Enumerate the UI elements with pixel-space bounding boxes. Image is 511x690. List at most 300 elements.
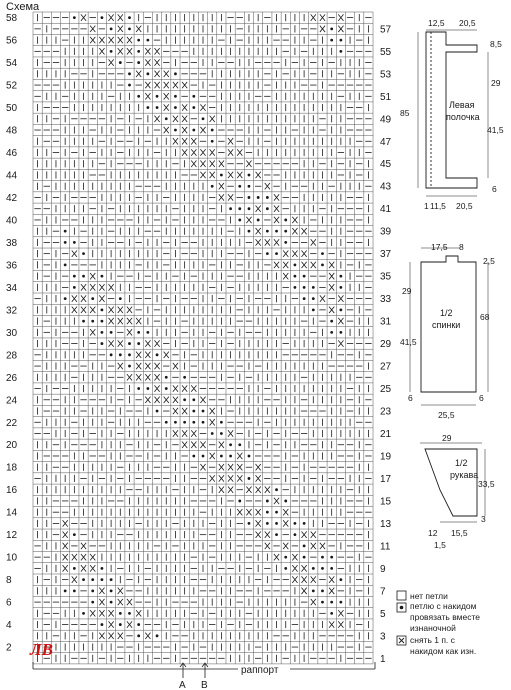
stitch-symbol-dot xyxy=(82,275,85,278)
row-number-left: 40 xyxy=(6,215,18,227)
stitch-symbol-x xyxy=(210,172,215,178)
stitch-symbol-x xyxy=(127,374,132,380)
stitch-symbol-x xyxy=(219,464,224,470)
stitch-symbol-dot xyxy=(192,410,195,413)
stitch-symbol-x xyxy=(265,239,270,245)
stitch-symbol-x xyxy=(228,149,233,155)
row-number-right: 23 xyxy=(380,406,392,418)
stitch-symbol-x xyxy=(292,576,297,582)
legend-x-text: снять 1 п. с накидом как изн. xyxy=(410,635,477,656)
stitch-symbol-x xyxy=(173,408,178,414)
row-number-left: 46 xyxy=(6,148,18,159)
stitch-symbol-dot xyxy=(248,196,251,199)
stitch-symbol-dot xyxy=(110,50,113,53)
legend xyxy=(397,591,482,656)
stitch-symbol-dot xyxy=(220,421,223,424)
stitch-symbol-dot xyxy=(156,106,159,109)
stitch-symbol-x xyxy=(191,161,196,167)
stitch-symbol-dot xyxy=(110,601,113,604)
stitch-symbol-dot xyxy=(174,421,177,424)
stitch-symbol-dot xyxy=(284,500,287,503)
row-number-right: 25 xyxy=(380,384,392,396)
stitch-symbol-dot xyxy=(165,387,168,390)
stitch-symbol-x xyxy=(246,509,251,515)
stitch-symbol-dot xyxy=(128,353,131,356)
row-number-left: 56 xyxy=(6,35,18,47)
stitch-symbol-x xyxy=(182,385,187,391)
stitch-symbol-dot xyxy=(137,342,140,345)
stitch-symbol-x xyxy=(256,464,261,470)
row-number-right: 37 xyxy=(380,249,392,261)
stitch-symbol-x xyxy=(237,475,242,481)
stitch-symbol-x xyxy=(338,14,343,20)
stitch-symbol-x xyxy=(200,149,205,155)
row-number-left: 6 xyxy=(6,597,12,609)
stitch-symbol-x xyxy=(164,104,169,110)
row-number-left: 2 xyxy=(6,642,12,654)
stitch-symbol-dot xyxy=(257,196,260,199)
stitch-symbol-x xyxy=(274,498,279,504)
stitch-symbol-x xyxy=(200,397,205,403)
stitch-symbol-x xyxy=(182,104,187,110)
stitch-symbol-x xyxy=(127,37,132,43)
stitch-symbol-x xyxy=(329,307,334,313)
stitch-symbol-dot xyxy=(119,61,122,64)
stitch-symbol-dot xyxy=(303,297,306,300)
stitch-symbol-dot xyxy=(321,601,324,604)
row-number-right: 29 xyxy=(380,339,392,351)
stitch-symbol-dot xyxy=(220,174,223,177)
rapport-label: раппорт xyxy=(241,665,279,676)
stitch-symbol-dot xyxy=(294,533,297,536)
stitch-symbol-x xyxy=(265,487,270,493)
stitch-symbol-x xyxy=(311,14,316,20)
stitch-chart-grid xyxy=(33,12,373,664)
stitch-symbol-dot xyxy=(294,264,297,267)
stitch-symbol-x xyxy=(118,26,123,32)
stitch-symbol-x xyxy=(127,621,132,627)
stitch-symbol-x xyxy=(292,250,297,256)
stitch-symbol-dot xyxy=(339,331,342,334)
row-number-right: 19 xyxy=(380,451,392,463)
stitch-symbol-x xyxy=(154,82,159,88)
row-number-left: 14 xyxy=(6,507,18,519)
stitch-symbol-dot xyxy=(211,140,214,143)
stitch-symbol-dot xyxy=(266,252,269,255)
stitch-symbol-dot xyxy=(192,106,195,109)
stitch-symbol-x xyxy=(145,363,150,369)
stitch-symbol-dot xyxy=(312,308,315,311)
stitch-symbol-x xyxy=(256,531,261,537)
stitch-symbol-x xyxy=(274,239,279,245)
stitch-symbol-dot xyxy=(220,455,223,458)
schematic-sleeve xyxy=(420,443,485,522)
stitch-symbol-x xyxy=(127,318,132,324)
lf-dim-bottom-small: 6 xyxy=(492,184,497,194)
stitch-symbol-dot xyxy=(183,376,186,379)
stitch-symbol-x xyxy=(136,71,141,77)
stitch-symbol-dot xyxy=(284,241,287,244)
back-dim-top-left: 17,5 xyxy=(431,242,448,252)
stitch-symbol-x xyxy=(164,397,169,403)
stitch-symbol-dot xyxy=(303,522,306,525)
stitch-symbol-dot xyxy=(128,612,131,615)
stitch-symbol-dot xyxy=(64,297,67,300)
row-number-right: 11 xyxy=(380,541,391,553)
stitch-symbol-x xyxy=(154,363,159,369)
stitch-symbol-dot xyxy=(303,556,306,559)
stitch-symbol-x xyxy=(338,340,343,346)
stitch-symbol-x xyxy=(118,599,123,605)
stitch-symbol-x xyxy=(329,588,334,594)
stitch-symbol-dot xyxy=(284,556,287,559)
stitch-symbol-x xyxy=(283,520,288,526)
stitch-symbol-dot xyxy=(330,39,333,42)
stitch-symbol-dot xyxy=(321,567,324,570)
row-number-left: 36 xyxy=(6,260,18,272)
stitch-symbol-x xyxy=(90,329,95,335)
row-number-left: 58 xyxy=(6,13,18,25)
row-number-left: 20 xyxy=(6,440,18,452)
stitch-symbol-x xyxy=(109,340,114,346)
stitch-symbol-dot xyxy=(211,129,214,132)
stitch-symbol-dot xyxy=(303,286,306,289)
stitch-symbol-dot xyxy=(137,39,140,42)
row-number-left: 38 xyxy=(6,237,18,249)
row-number-right: 51 xyxy=(380,91,392,103)
stitch-symbol-dot xyxy=(202,117,205,120)
stitch-symbol-x xyxy=(200,104,205,110)
lf-dim-top-left: 12,5 xyxy=(428,18,445,28)
stitch-symbol-x xyxy=(90,284,95,290)
stitch-symbol-dot xyxy=(119,623,122,626)
stitch-symbol-dot xyxy=(330,567,333,570)
stitch-symbol-dot xyxy=(312,567,315,570)
stitch-symbol-x xyxy=(219,487,224,493)
stitch-symbol-x xyxy=(81,554,86,560)
stitch-symbol-dot xyxy=(73,241,76,244)
stitch-symbol-x xyxy=(99,633,104,639)
row-numbers-left xyxy=(6,13,18,653)
back-labels xyxy=(400,242,495,420)
legend-dot-icon xyxy=(400,606,404,610)
lf-dim-right-low: 41,5 xyxy=(487,125,504,135)
stitch-symbol-x xyxy=(99,588,104,594)
stitch-symbol-x xyxy=(200,161,205,167)
stitch-symbol-dot xyxy=(339,601,342,604)
stitch-symbol-dot xyxy=(339,308,342,311)
row-number-right: 13 xyxy=(380,518,392,530)
stitch-symbol-x xyxy=(118,37,123,43)
back-dim-right: 68 xyxy=(480,312,490,322)
stitch-symbol-dot xyxy=(192,95,195,98)
stitch-symbol-dot xyxy=(101,320,104,323)
stitch-symbol-x xyxy=(173,138,178,144)
row-number-right: 41 xyxy=(380,204,392,216)
stitch-symbol-x xyxy=(99,295,104,301)
stitch-symbol-x xyxy=(246,487,251,493)
stitch-symbol-dot xyxy=(110,353,113,356)
row-number-right: 5 xyxy=(380,608,386,620)
stitch-symbol-x xyxy=(191,442,196,448)
stitch-symbol-x xyxy=(164,352,169,358)
stitch-symbol-x xyxy=(311,262,316,268)
stitch-symbol-x xyxy=(99,37,104,43)
stitch-symbol-dot xyxy=(238,443,241,446)
stitch-symbol-x xyxy=(90,554,95,560)
stitch-symbol-x xyxy=(274,194,279,200)
stitch-symbol-dot xyxy=(330,601,333,604)
stitch-symbol-x xyxy=(118,588,123,594)
stitch-symbol-x xyxy=(173,385,178,391)
stitch-symbol-x xyxy=(154,48,159,54)
stitch-symbol-dot xyxy=(146,39,149,42)
stitch-symbol-x xyxy=(320,14,325,20)
stitch-symbol-x xyxy=(274,217,279,223)
legend-empty-text: нет петли xyxy=(410,591,448,601)
stitch-symbol-dot xyxy=(82,320,85,323)
stitch-symbol-dot xyxy=(73,16,76,19)
stitch-symbol-x xyxy=(329,621,334,627)
stitch-symbol-x xyxy=(90,37,95,43)
stitch-symbol-x xyxy=(200,172,205,178)
stitch-symbol-dot xyxy=(137,387,140,390)
stitch-symbol-dot xyxy=(146,387,149,390)
stitch-symbol-x xyxy=(228,138,233,144)
stitch-symbol-dot xyxy=(101,331,104,334)
stitch-symbol-dot xyxy=(110,578,113,581)
stitch-symbol-x xyxy=(256,475,261,481)
row-number-right: 57 xyxy=(380,24,392,36)
stitch-symbol-x xyxy=(182,442,187,448)
stitch-symbol-dot xyxy=(257,219,260,222)
stitch-symbol-dot xyxy=(284,219,287,222)
stitch-symbol-x xyxy=(145,633,150,639)
back-dim-corner: 2,5 xyxy=(483,256,495,266)
stitch-symbol-dot xyxy=(91,578,94,581)
publisher-logo: ЛВ xyxy=(30,640,54,659)
stitch-symbol-x xyxy=(228,487,233,493)
stitch-symbol-x xyxy=(338,295,343,301)
row-number-left: 32 xyxy=(6,305,18,317)
stitch-symbol-x xyxy=(311,239,316,245)
back-title-line1: 1/2 xyxy=(440,308,453,318)
stitch-symbol-x xyxy=(274,554,279,560)
sleeve-dim-bottom-left: 12 xyxy=(428,528,438,538)
stitch-symbol-x xyxy=(99,599,104,605)
stitch-symbol-dot xyxy=(275,230,278,233)
stitch-symbol-dot xyxy=(211,432,214,435)
stitch-symbol-x xyxy=(173,363,178,369)
stitch-symbol-dot xyxy=(321,252,324,255)
stitch-symbol-dot xyxy=(110,27,113,30)
stitch-symbol-x xyxy=(228,172,233,178)
row-number-left: 4 xyxy=(6,620,12,632)
stitch-symbol-x xyxy=(256,228,261,234)
sleeve-dim-top: 29 xyxy=(442,433,452,443)
legend-dot-text: петлю с накидом провязать вместе изнаночной xyxy=(410,601,480,633)
stitch-symbol-dot xyxy=(110,589,113,592)
stitch-symbol-x xyxy=(256,509,261,515)
stitch-symbol-x xyxy=(274,262,279,268)
stitch-symbol-dot xyxy=(101,16,104,19)
sleeve-dim-bottom-extra: 1,5 xyxy=(434,540,446,550)
back-dim-bottom-left: 6 xyxy=(408,393,413,403)
stitch-symbol-x xyxy=(210,149,215,155)
row-numbers-right xyxy=(380,24,392,664)
marker-a-label: A xyxy=(179,680,186,690)
stitch-symbol-x xyxy=(99,610,104,616)
stitch-symbol-dot xyxy=(82,252,85,255)
stitch-symbol-dot xyxy=(183,398,186,401)
row-number-left: 16 xyxy=(6,485,18,497)
stitch-symbol-dot xyxy=(248,174,251,177)
row-number-right: 17 xyxy=(380,473,392,485)
row-number-right: 15 xyxy=(380,496,392,508)
stitch-symbol-x xyxy=(329,273,334,279)
stitch-symbol-x xyxy=(210,419,215,425)
stitch-symbol-x xyxy=(136,374,141,380)
stitch-symbol-dot xyxy=(64,589,67,592)
marker-b xyxy=(201,663,208,690)
back-dim-bottom: 25,5 xyxy=(438,410,455,420)
stitch-symbol-x xyxy=(182,138,187,144)
stitch-symbol-x xyxy=(109,59,114,65)
stitch-symbol-x xyxy=(329,284,334,290)
stitch-symbol-dot xyxy=(91,320,94,323)
stitch-symbol-x xyxy=(302,262,307,268)
stitch-symbol-x xyxy=(164,127,169,133)
stitch-symbol-x xyxy=(256,239,261,245)
sleeve-dim-right: 33,5 xyxy=(478,479,495,489)
stitch-symbol-dot xyxy=(91,589,94,592)
lf-dim-right-mid: 29 xyxy=(491,78,501,88)
stitch-symbol-x xyxy=(173,116,178,122)
left-front-outline xyxy=(426,32,477,188)
stitch-symbol-x xyxy=(329,576,334,582)
stitch-symbol-dot xyxy=(202,455,205,458)
stitch-symbol-dot xyxy=(321,264,324,267)
stitch-symbol-x xyxy=(118,363,123,369)
stitch-symbol-dot xyxy=(312,286,315,289)
stitch-symbol-dot xyxy=(238,500,241,503)
stitch-symbol-x xyxy=(164,93,169,99)
stitch-symbol-x xyxy=(63,531,68,537)
stitch-symbol-dot xyxy=(294,275,297,278)
row-number-right: 21 xyxy=(380,429,392,440)
stitch-symbol-x xyxy=(136,26,141,32)
marker-b-label: B xyxy=(201,680,208,690)
stitch-symbol-x xyxy=(164,82,169,88)
stitch-symbol-dot xyxy=(119,612,122,615)
stitch-symbol-dot xyxy=(174,106,177,109)
lf-dim-top-right: 20,5 xyxy=(459,18,476,28)
stitch-symbol-x xyxy=(72,250,77,256)
stitch-symbol-dot xyxy=(156,95,159,98)
row-number-left: 22 xyxy=(6,417,18,429)
stitch-symbol-dot xyxy=(73,275,76,278)
stitch-symbol-dot xyxy=(174,129,177,132)
stitch-symbol-x xyxy=(302,576,307,582)
stitch-symbol-dot xyxy=(284,567,287,570)
stitch-symbol-dot xyxy=(165,421,168,424)
stitch-symbol-dot xyxy=(64,264,67,267)
stitch-symbol-x xyxy=(109,37,114,43)
stitch-symbol-dot xyxy=(64,230,67,233)
back-title-line2: спинки xyxy=(432,320,461,330)
stitch-symbol-dot xyxy=(137,61,140,64)
stitch-symbol-dot xyxy=(156,353,159,356)
row-number-right: 53 xyxy=(380,69,392,81)
stitch-symbol-dot xyxy=(248,207,251,210)
row-number-left: 10 xyxy=(6,552,18,564)
row-number-right: 55 xyxy=(380,46,392,58)
stitch-symbol-x xyxy=(127,307,132,313)
stitch-symbol-x xyxy=(237,172,242,178)
row-number-left: 30 xyxy=(6,327,18,339)
row-number-right: 45 xyxy=(380,159,392,171)
stitch-symbol-x xyxy=(228,475,233,481)
stitch-symbol-dot xyxy=(174,72,177,75)
stitch-symbol-x xyxy=(109,284,114,290)
stitch-symbol-dot xyxy=(128,84,131,87)
stitch-symbol-dot xyxy=(321,556,324,559)
stitch-symbol-x xyxy=(182,82,187,88)
stitch-symbol-x xyxy=(109,14,114,20)
stitch-symbol-x xyxy=(118,318,123,324)
stitch-symbol-x xyxy=(109,633,114,639)
stitch-symbol-x xyxy=(302,531,307,537)
stitch-symbol-x xyxy=(200,127,205,133)
stitch-symbol-x xyxy=(145,397,150,403)
stitch-symbol-x xyxy=(219,442,224,448)
sleeve-outline xyxy=(425,449,477,516)
stitch-symbol-dot xyxy=(174,95,177,98)
stitch-symbol-dot xyxy=(128,342,131,345)
stitch-symbol-x xyxy=(338,26,343,32)
stitch-symbol-dot xyxy=(275,511,278,514)
stitch-symbol-dot xyxy=(192,455,195,458)
stitch-symbol-dot xyxy=(339,578,342,581)
stitch-symbol-dot xyxy=(128,365,131,368)
stitch-symbol-x xyxy=(81,14,86,20)
stitch-symbol-dot xyxy=(64,241,67,244)
stitch-symbol-dot xyxy=(229,455,232,458)
row-number-right: 35 xyxy=(380,271,392,283)
stitch-symbol-dot xyxy=(101,578,104,581)
stitch-symbol-x xyxy=(90,610,95,616)
stitch-symbol-x xyxy=(145,82,150,88)
stitch-symbol-x xyxy=(191,149,196,155)
stitch-symbol-x xyxy=(320,543,325,549)
stitch-symbol-x xyxy=(99,48,104,54)
row-number-right: 49 xyxy=(380,114,392,126)
stitch-symbol-x xyxy=(320,295,325,301)
stitch-symbol-x xyxy=(136,610,141,616)
stitch-symbol-x xyxy=(136,352,141,358)
stitch-symbol-x xyxy=(182,149,187,155)
stitch-symbol-dot xyxy=(146,106,149,109)
stitch-symbol-x xyxy=(228,430,233,436)
stitch-symbol-x xyxy=(72,295,77,301)
stitch-symbol-x xyxy=(200,464,205,470)
stitch-symbol-x xyxy=(63,543,68,549)
row-number-right: 33 xyxy=(380,294,392,306)
row-number-left: 8 xyxy=(6,575,12,587)
stitch-symbol-dot xyxy=(303,275,306,278)
stitch-symbol-dot xyxy=(101,623,104,626)
row-number-left: 18 xyxy=(6,462,18,474)
